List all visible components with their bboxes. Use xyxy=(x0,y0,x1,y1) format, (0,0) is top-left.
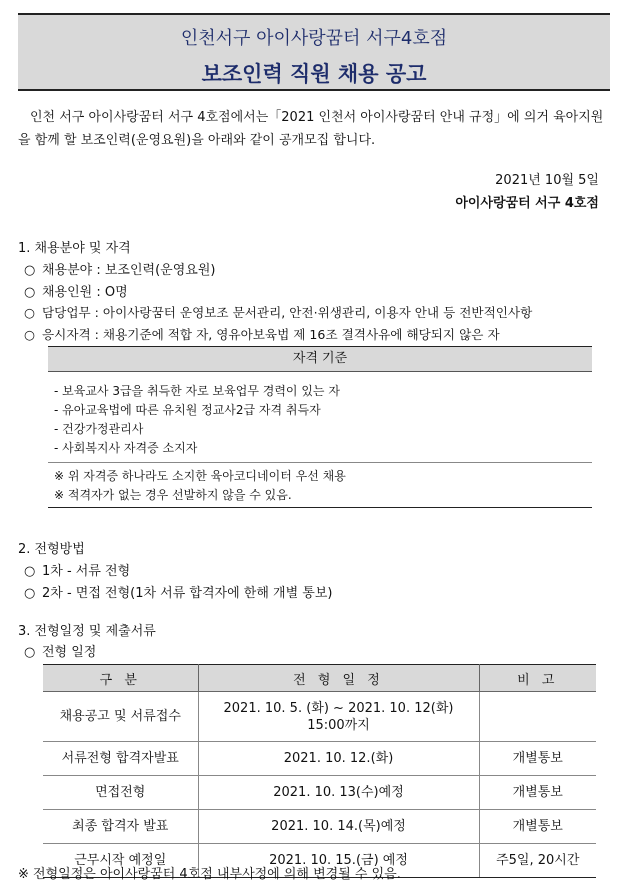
column-header: 비 고 xyxy=(479,665,596,692)
table-cell: 면접전형 xyxy=(43,776,198,810)
section-1-title: 1. 채용분야 및 자격 xyxy=(18,241,131,256)
header-subtitle: 인천서구 아이사랑꿈터 서구4호점 xyxy=(180,28,448,49)
list-item: - 건강가정관리사 xyxy=(54,422,144,436)
table-row xyxy=(43,776,596,810)
sec1-item: ○ 채용인원 : O명 xyxy=(24,285,128,300)
table-row xyxy=(43,742,596,776)
table-cell: 근무시작 예정일 xyxy=(43,844,198,878)
table-cell: 서류전형 합격자발표 xyxy=(43,742,198,776)
organization-name: 아이사랑꿈터 서구 4호점 xyxy=(455,196,599,211)
schedule-table xyxy=(43,664,596,878)
list-item: - 보육교사 3급을 취득한 자로 보육업무 경력이 있는 자 xyxy=(54,384,340,398)
list-item: - 사회복지사 자격증 소지자 xyxy=(54,441,198,455)
sec1-item: ○ 응시자격 : 채용기준에 적합 자, 영유아보육법 제 16조 결격사유에 해당되지 않은 자 xyxy=(24,327,500,342)
schedule-footnote: ※ 전형일정은 아이사랑꿈터 4호점 내부사정에 의해 변경될 수 있음. xyxy=(18,867,401,882)
table-cell: 2021. 10. 12.(화) xyxy=(198,742,479,776)
sec2-item: ○ 2차 - 면접 전형(1차 서류 합격자에 한해 개별 통보) xyxy=(24,586,333,601)
table-cell: 2021. 10. 13(수)예정 xyxy=(198,776,479,810)
sec2-item: ○ 1차 - 서류 전형 xyxy=(24,564,131,579)
sec1-item: ○ 채용분야 : 보조인력(운영요원) xyxy=(24,263,216,278)
qualification-header: 자격 기준 xyxy=(48,346,592,372)
notice-date: 2021년 10월 5일 xyxy=(495,173,599,188)
table-row xyxy=(43,692,596,742)
section-3-title: 3. 전형일정 및 제출서류 xyxy=(18,624,156,639)
table-cell: 최종 합격자 발표 xyxy=(43,810,198,844)
note: ※ 위 자격증 하나라도 소지한 육아코디네이터 우선 채용 xyxy=(54,469,346,483)
column-header: 전 형 일 정 xyxy=(198,665,479,692)
table-cell: 개별통보 xyxy=(479,742,596,776)
header-title: 보조인력 직원 채용 공고 xyxy=(201,62,427,86)
sec1-item: ○ 담당업무 : 아이사랑꿈터 운영보조 문서관리, 안전·위생관리, 이용자 안내 등 전반적인사항 xyxy=(24,305,533,320)
qualification-list xyxy=(54,382,340,458)
column-header: 구 분 xyxy=(43,665,198,692)
table-cell: 채용공고 및 서류접수 xyxy=(43,692,198,742)
table-row xyxy=(43,810,596,844)
table-cell: 2021. 10. 15.(금) 예정 xyxy=(198,844,479,878)
list-item: - 유아교육법에 따른 유치원 정교사2급 자격 취득자 xyxy=(54,403,321,417)
section-2-title: 2. 전형방법 xyxy=(18,542,85,557)
table-cell: 개별통보 xyxy=(479,810,596,844)
table-cell: 2021. 10. 5. (화) ~ 2021. 10. 12(화) 15:00까지 xyxy=(198,692,479,742)
table-cell: 주5일, 20시간 xyxy=(479,844,596,878)
note: ※ 적격자가 없는 경우 선발하지 않을 수 있음. xyxy=(54,488,292,502)
qualification-notes xyxy=(48,462,592,509)
table-cell: 개별통보 xyxy=(479,776,596,810)
intro-paragraph: 인천 서구 아이사랑꿈터 서구 4호점에서는「2021 인천서 아이사랑꿈터 안내 규정」에 의거 육아지원을 함께 할 보조인력(운영요원)을 아래와 같이 공개모집 합니다. xyxy=(18,110,604,148)
sec3-sub: ○ 전형 일정 xyxy=(24,645,97,660)
notice-header xyxy=(18,13,610,91)
table-cell xyxy=(479,692,596,742)
table-cell: 2021. 10. 14.(목)예정 xyxy=(198,810,479,844)
qualification-box xyxy=(48,372,592,508)
